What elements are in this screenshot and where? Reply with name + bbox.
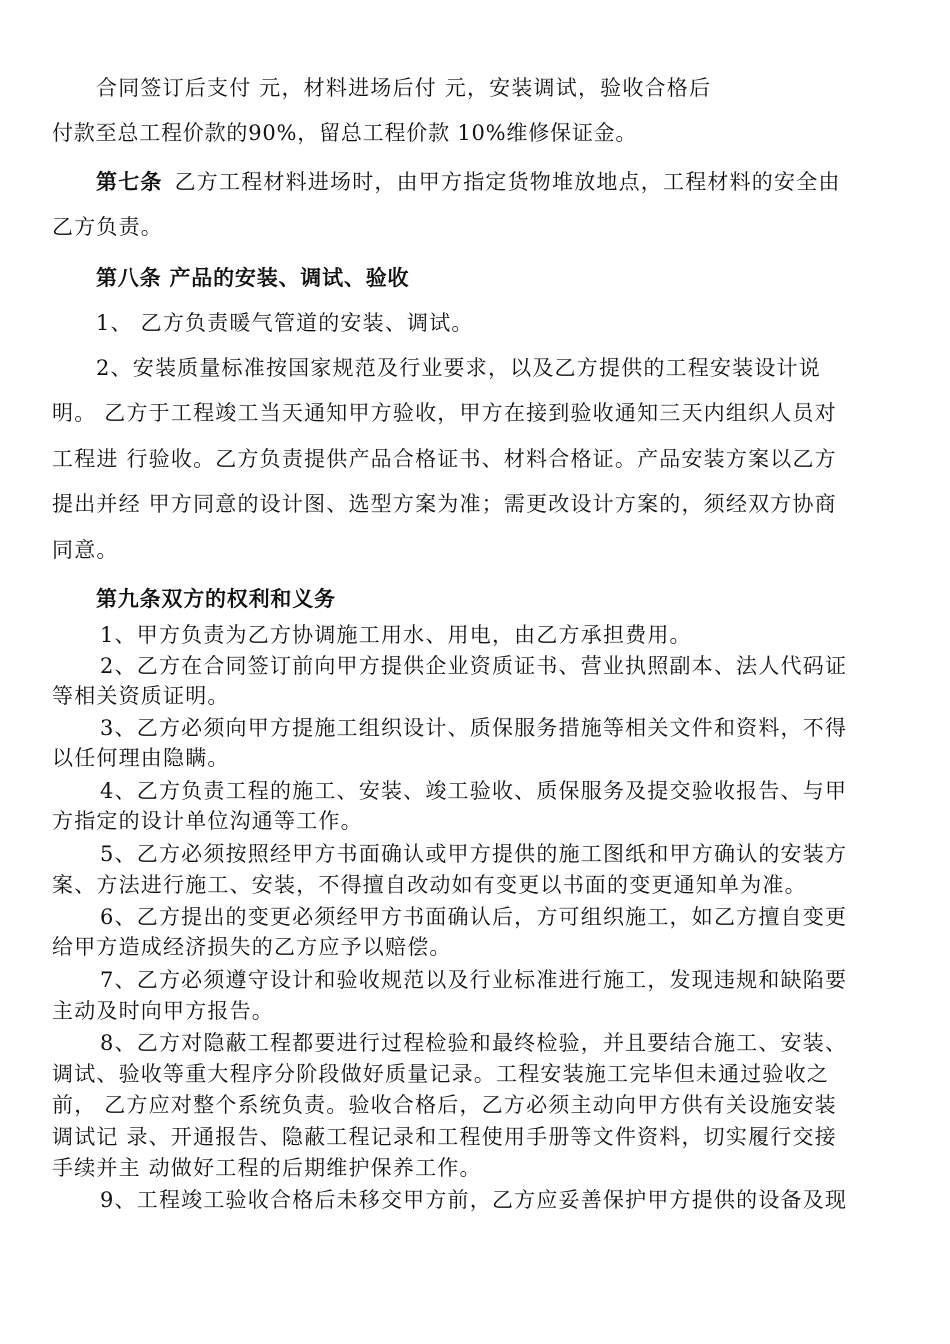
article-9-item-9-line-1: 9、工程竣工验收合格后未移交甲方前，乙方应妥善保护甲方提供的设备及现 xyxy=(100,1188,848,1212)
article-9-item-5-line-1: 5、乙方必须按照经甲方书面确认或甲方提供的施工图纸和甲方确认的安装方 xyxy=(100,842,848,866)
article-8-item-2-line-5: 同意。 xyxy=(52,538,119,562)
article-9-item-8-line-1: 8、乙方对隐蔽工程都要进行过程检验和最终检验，并且要结合施工、安装、 xyxy=(100,1031,848,1055)
article-9-item-5-line-2: 案、方法进行施工、安装，不得擅自改动如有变更以书面的变更通知单为准。 xyxy=(52,873,807,897)
article-9-item-2-line-1: 2、乙方在合同签订前向甲方提供企业资质证书、营业执照副本、法人代码证 xyxy=(100,654,848,678)
article-7-title: 第七条 xyxy=(96,169,163,194)
article-9-item-3-line-1: 3、乙方必须向甲方提施工组织设计、质保服务措施等相关文件和资料，不得 xyxy=(100,716,848,740)
article-8-item-2-line-2: 明。 乙方于工程竣工当天通知甲方验收，甲方在接到验收通知三天内组织人员对 xyxy=(52,401,837,425)
article-9-item-4-line-1: 4、乙方负责工程的施工、安装、竣工验收、质保服务及提交验收报告、与甲 xyxy=(100,779,848,803)
article-9-item-6-line-2: 给甲方造成经济损失的乙方应予以赔偿。 xyxy=(52,935,452,959)
article-9-item-2-line-2: 等相关资质证明。 xyxy=(52,684,230,708)
article-8-item-2-line-1: 2、安装质量标准按国家规范及行业要求，以及乙方提供的工程安装设计说 xyxy=(96,356,821,380)
article-7-line-1 xyxy=(96,170,841,194)
article-9-item-7-line-1: 7、乙方必须遵守设计和验收规范以及行业标准进行施工，发现违规和缺陷要 xyxy=(100,968,848,992)
article-9-item-8-line-4: 调试记 录、开通报告、隐蔽工程记录和工程使用手册等文件资料，切实履行交接 xyxy=(52,1125,837,1149)
article-9-item-6-line-1: 6、乙方提出的变更必须经甲方书面确认后，方可组织施工，如乙方擅自变更 xyxy=(100,905,848,929)
payment-line-2: 付款至总工程价款的90%，留总工程价款 10%维修保证金。 xyxy=(52,121,638,145)
article-9-item-8-line-3: 前， 乙方应对整个系统负责。验收合格后，乙方必须主动向甲方供有关设施安装 xyxy=(52,1093,837,1117)
article-9-item-8-line-2: 调试、验收等重大程序分阶段做好质量记录。工程安装施工完毕但未通过验收之 xyxy=(52,1062,829,1086)
article-9-item-4-line-2: 方指定的设计单位沟通等工作。 xyxy=(52,809,363,833)
article-8-item-1: 1、 乙方负责暖气管道的安装、调试。 xyxy=(96,311,474,335)
article-7-line-2: 乙方负责。 xyxy=(52,215,163,239)
article-9-item-7-line-2: 主动及时向甲方报告。 xyxy=(52,999,274,1023)
article-9-item-1: 1、甲方负责为乙方协调施工用水、用电，由乙方承担费用。 xyxy=(100,623,692,647)
article-9-item-8-line-5: 手续并主 动做好工程的后期维护保养工作。 xyxy=(52,1156,482,1180)
payment-line-1: 合同签订后支付 元，材料进场后付 元，安装调试，验收合格后 xyxy=(96,76,712,100)
article-7-text: 乙方工程材料进场时，由甲方指定货物堆放地点，工程材料的安全由 xyxy=(174,170,841,194)
article-8-title: 第八条 产品的安装、调试、验收 xyxy=(96,265,410,290)
article-9-item-3-line-2: 以任何理由隐瞒。 xyxy=(52,746,230,770)
article-8-item-2-line-4: 提出并经 甲方同意的设计图、选型方案为准；需更改设计方案的，须经双方协商 xyxy=(52,492,837,516)
article-9-title: 第九条双方的权利和义务 xyxy=(96,586,336,611)
article-8-item-2-line-3: 工程进 行验收。乙方负责提供产品合格证书、材料合格证。产品安装方案以乙方 xyxy=(52,447,837,471)
